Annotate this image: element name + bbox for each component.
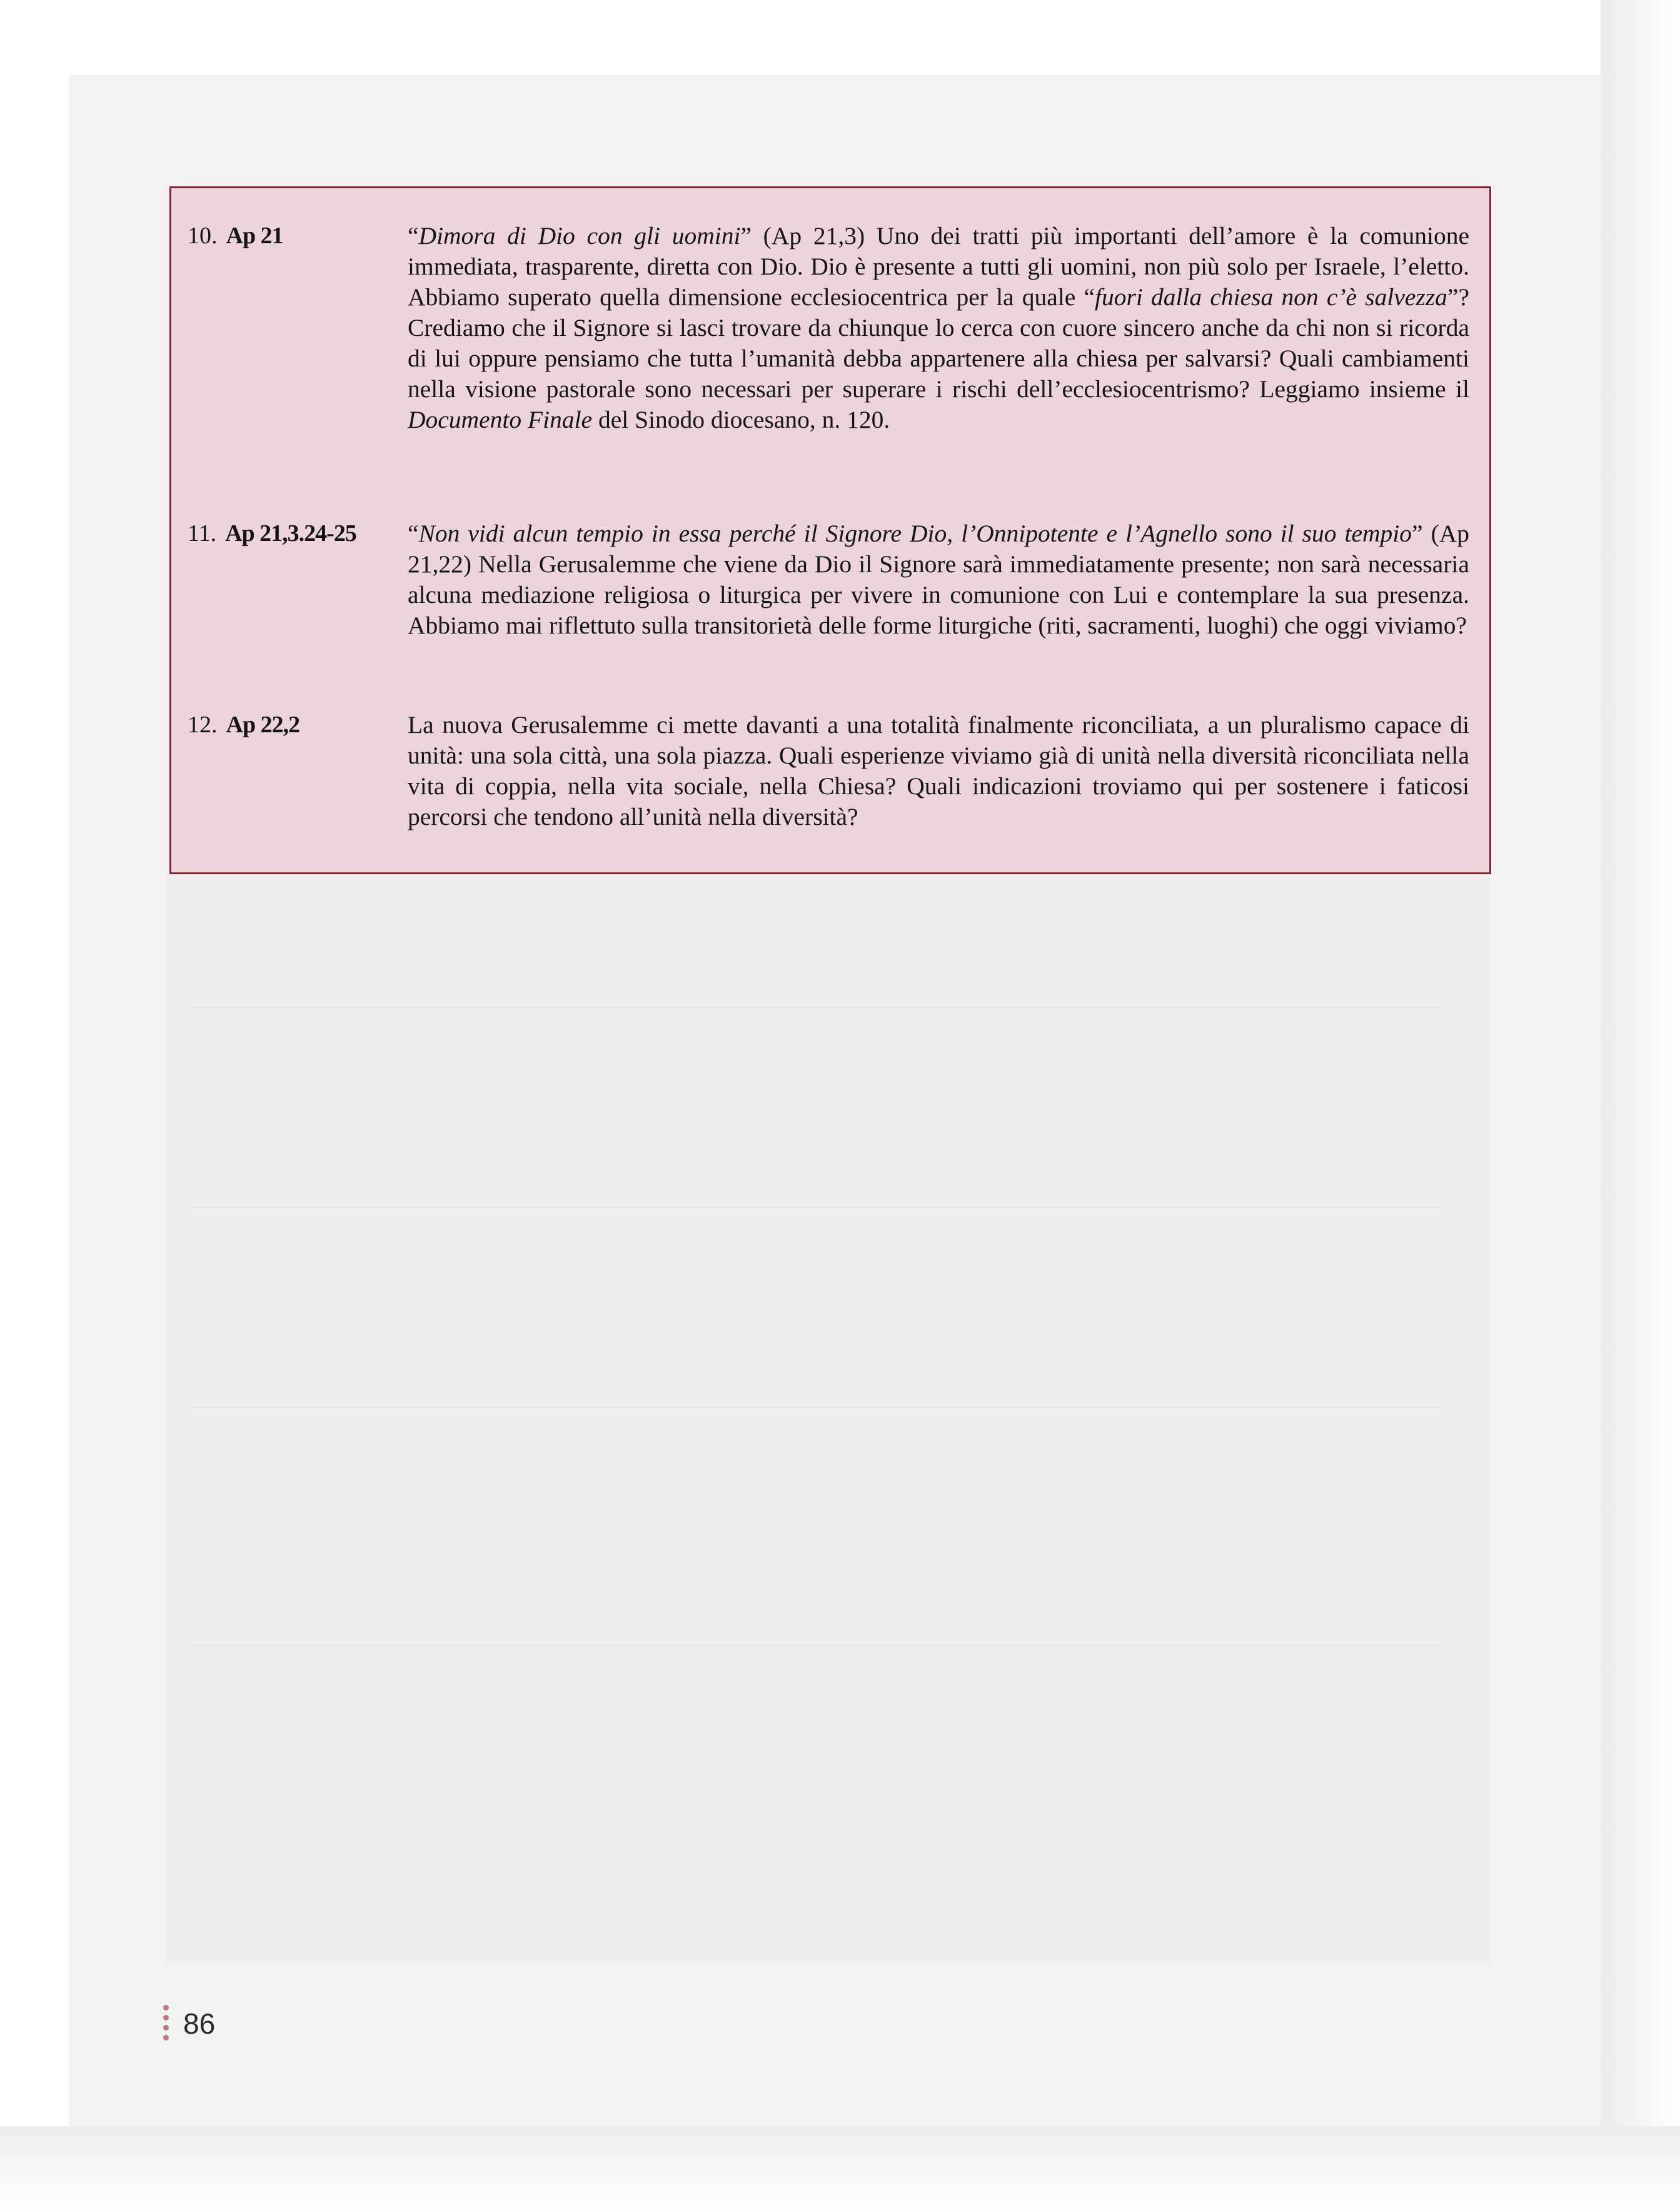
dot: [163, 2015, 169, 2021]
scan-margin-top: [0, 0, 1680, 75]
text-run-italic: Dimora di Dio con gli uomini: [418, 222, 741, 250]
text-run: ” (Ap 21,22) Nella Gerusalemme che viene da Dio il Signore sarà immediatamente presente; non sarà necessaria alcuna mediazione religiosa o liturgica per vivere in comunione con Lui e contemplare la sua presenza. Abbiamo mai riflettuto sulla transitorietà delle forme liturgiche (riti, sacramenti, luoghi) che oggi viviamo?: [408, 520, 1469, 639]
dot: [163, 2005, 169, 2011]
text-run: “: [408, 222, 419, 250]
entry-reference: Ap 22,2: [226, 712, 300, 738]
text-run: La nuova Gerusalemme ci mette davanti a una totalità finalmente riconciliata, a un pluralismo capace di unità: una sola città, una sola piazza. Quali esperienze viviamo già di unità nella diversità riconciliata nella vita di coppia, nella vita sociale, nella Chiesa? Quali indicazioni troviamo qui per sostenere i faticosi percorsi che tendono all’unità nella diversità?: [408, 711, 1469, 830]
entry-reference: Ap 21: [226, 223, 283, 249]
entry-number: 11.: [188, 520, 217, 547]
text-run: ”? Crediamo che il Signore si lasci trovare da chiunque lo cerca con cuore sincero anche da chi non si ricorda di lui oppure pensiamo che tutta l’umanità debba appartenere alla chiesa per salvarsi? Quali cambiamenti nella visione pastorale sono necessari per superare i rischi dell’ecclesiocentrismo? Leggiamo insieme il: [408, 283, 1469, 403]
footer-dots-ornament: [163, 2005, 169, 2045]
entry-label: [188, 710, 299, 740]
divider: [191, 1645, 1441, 1646]
text-run: del Sinodo diocesano, n. 120.: [592, 406, 890, 433]
text-run-italic: fuori dalla chiesa non c’è salvezza: [1095, 283, 1447, 311]
text-run: ” (Ap 21,3) Uno dei tratti più importanti dell’amore è la comunione immediata, trasparente, diretta con Dio. Dio è presente a tutti gli uomini, non più solo per Israele, l’eletto. Abbiamo superato quella dimensione ecclesiocentrica per la quale “: [408, 222, 1470, 311]
text-run: “: [408, 520, 419, 547]
divider: [191, 1407, 1441, 1408]
entry-label: [188, 518, 356, 549]
dot: [163, 2035, 169, 2041]
divider: [191, 1007, 1441, 1008]
entry-number: 12.: [188, 712, 218, 738]
scan-margin-right: [1601, 0, 1680, 2210]
page-number: 86: [183, 2007, 216, 2040]
entry-paragraph: [408, 518, 1469, 641]
text-run-italic: Documento Finale: [408, 406, 593, 433]
entry-reference: Ap 21,3.24-25: [225, 520, 356, 547]
scan-margin-left: [0, 0, 69, 2210]
scan-margin-bottom: [0, 2126, 1680, 2210]
discussion-box: [169, 186, 1491, 874]
entry-paragraph: [408, 221, 1469, 435]
entry-number: 10.: [188, 223, 218, 249]
entry-paragraph: [408, 710, 1469, 832]
dot: [163, 2025, 169, 2031]
faded-background-area: [166, 875, 1491, 1964]
divider: [191, 1207, 1441, 1208]
entry-label: [188, 221, 283, 251]
text-run-italic: Non vidi alcun tempio in essa perché il Signore Dio, l’Onnipotente e l’Agnello sono il suo tempio: [418, 520, 1412, 547]
